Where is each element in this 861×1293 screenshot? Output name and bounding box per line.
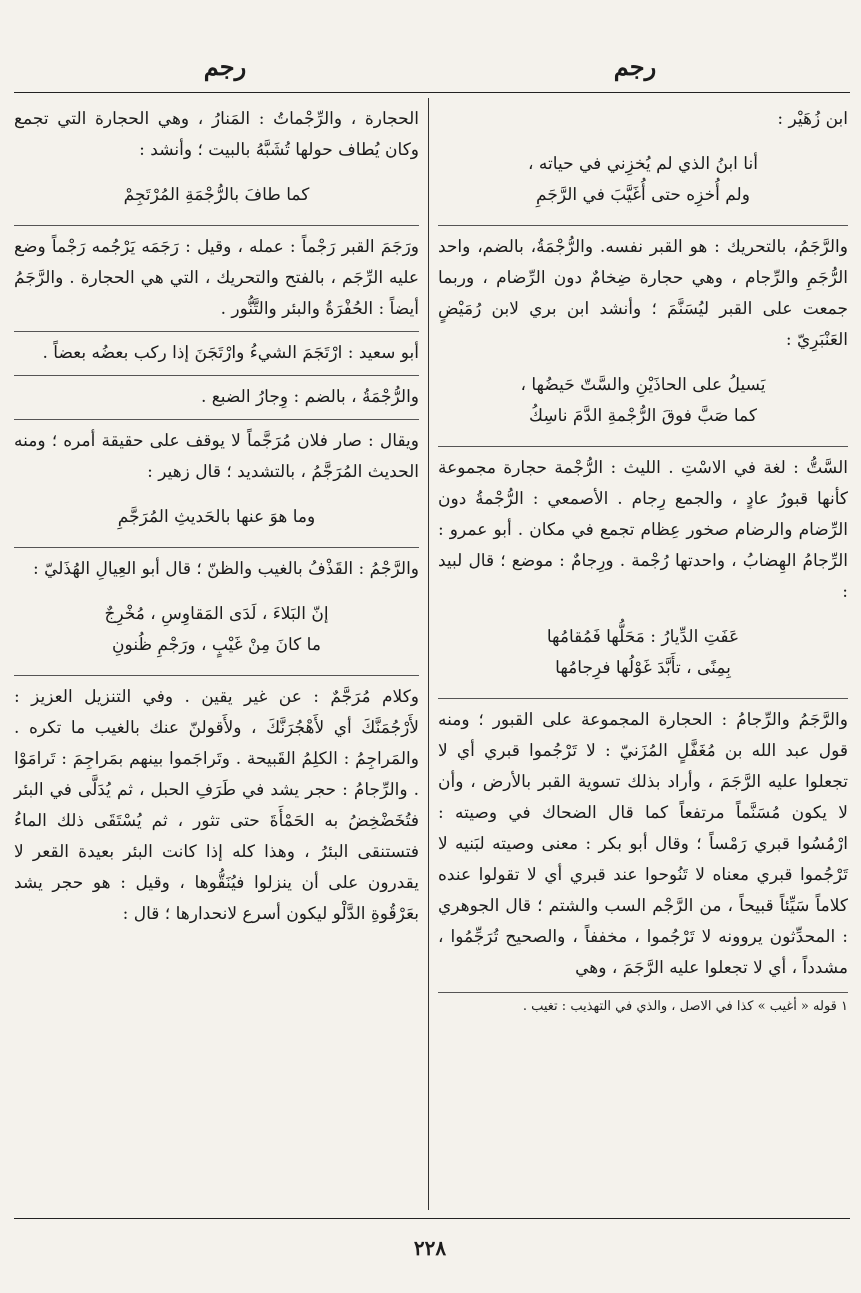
divider [14,547,419,548]
verse [438,149,848,211]
divider [14,225,419,226]
paragraph: والرُّجْمَةُ ، بالضم : وِجارُ الضبع . [200,387,419,407]
header-right-word: رجم [613,52,657,81]
verse [438,622,848,684]
header-left-word: رجم [203,52,247,81]
right-column [438,104,848,1017]
verse-line: ولم أُخزِه حتى أُغَيَّبَ في الرَّجَمِ [536,185,750,205]
divider [14,675,419,676]
paragraph: ورَجَمَ القبر رَجْماً : عمله ، وقيل : رَجَمَه يَرْجُمه رَجْماً وضع عليه الرِّجَم ، بالفتح والتحريك ، التي هي الحجارة . والرَّجَمُ أيضاً : الحُفْرَةُ والبئر والتَّنُّور . [14,237,419,319]
verse [14,502,419,533]
paragraph: ويقال : صار فلان مُرَجَّماً لا يوقف على حقيقة أمره ؛ ومنه الحديث المُرَجَّمُ ، بالتشديد ؛ قال زهير : [14,431,419,482]
left-column [14,104,419,930]
verse-line: بِمِنًى ، تأَبَّدَ غَوْلُها فرِجامُها [555,658,731,678]
divider [438,698,848,699]
footnote: ١ قوله « أغيب » كذا في الاصل ، والذي في التهذيب : تغيب . [522,999,848,1014]
verse-line: ما كانَ مِنْ غَيْبٍ ، ورَجْمِ ظُنونِ [112,635,321,655]
paragraph: والرَّجَمُ والرِّجامُ : الحجارة المجموعة على القبور ؛ ومنه قول عبد الله بن مُغَفَّلٍ المُزَنيّ : لا تَرْجُموا قبري أي لا تجعلوا عليه الرَّجَمَ ، وأراد بذلك تسوية القبر بالأرض ، وأن لا يكون مُسَنَّماً مرتفعاً كما قال الضحاك في وصيته : ارْمُسُوا قبري رَمْساً ؛ وقال أبو بكر : معنى وصيته لبَنيه لا تَرْجُموا قبري معناه لا تَنُوحوا عند قبري أي لا تقولوا عنده كلاماً سَيِّئاً قبيحاً ، من الرَّجْم السب والشتم ؛ قال الجوهري : المحدِّثون يروونه لا تَرْجُموا ، مخففاً ، والصحيح تُرَجِّمُوا ، مشدداً ، أي لا تجعلوا عليه الرَّجَمَ ، وهي [438,710,848,978]
verse-line: كما صَبَّ فوقَ الرُّجْمةِ الدَّمَ ناسِكُ [529,406,757,426]
bottom-rule [14,1218,850,1219]
verse-line: أنا ابنُ الذي لم يُخزِني في حياته ، [528,154,758,174]
verse [438,370,848,432]
footnote-rule [438,992,848,993]
verse-line: وما هوَ عنها بالحَديثِ المُرَجَّمِ [117,507,316,527]
page-number: ٢٢٨ [413,1236,447,1260]
paragraph: وكلام مُرَجَّمٌ : عن غير يقين . وفي التنزيل العزيز : لأَرْجُمَنَّكَ أي لأَهْجُرَنَّكَ ، ولأَقولنّ عنك بالغيب ما تكره . والمَراجِمُ : الكلِمُ القَبيحة . وتَراجَموا بينهم بمَراجِمَ : تَرامَوْا . والرِّجامُ : حجر يشد في طَرَفِ الحبل ، ثم يُدَلَّى في البئر فتُخَضْخِضُ به الحَمْأَةَ حتى تثور ، ثم يُسْتَقَى ذلك الماءُ فتستنقى البئرُ ، وهذا كله إذا كانت البئر بعيدة القعر لا يقدرون على أن ينزلوا فيُنَقُّوها ، وقيل : هو حجر يشد بعَرْقُوةِ الدَّلْو ليكون أسرع لانحدارها ؛ قال : [14,687,419,924]
column-divider [428,98,429,1210]
paragraph: السَّتُّ : لغة في الاسْتِ . الليث : الرُّجْمة حجارة مجموعة كأنها قبورُ عادٍ ، والجمع رِجام . الأصمعي : الرُّجْمةُ دون الرِّضام والرضام صخور عِظام تجمع في مكان . أبو عمرو : الرِّجامُ الهِضابُ ، واحدتها رُجْمة . ورِجامٌ : موضع ؛ قال لبيد : [438,458,848,602]
verse-line: عَفَتِ الدِّيارُ : مَحَلُّها فَمُقامُها [546,627,740,647]
divider [14,419,419,420]
paragraph: أبو سعيد : ارْتَجَمَ الشيءُ وارْتَجَنَ إذا ركب بعضُه بعضاً . [42,343,419,363]
verse-line: إنّ البَلاءَ ، لَدَى المَقاوِسِ ، مُخْرِجٌ [104,604,329,624]
divider [438,446,848,447]
verse-line: يَسيلُ على الحاذَيْنِ والسَّتّ حَيضُها ، [520,375,766,395]
paragraph: ابن زُهَيْر : [777,109,848,129]
paragraph: والرَّجَمُ، بالتحريك : هو القبر نفسه. والرُّجْمَةُ، بالضم، واحد الرُّجَمِ والرِّجام ، وهي حجارة ضِخامٌ دون الرِّضام ، وربما جمعت على القبر ليُسَنَّمَ ؛ وأنشد ابن بري لابن رُمَيْضٍ العَنْبَرِيّ : [438,237,848,350]
verse [14,180,419,211]
paragraph: الحجارة ، والرِّجْماتُ : المَنارُ ، وهي الحجارة التي تجمع وكان يُطاف حولها تُشَبَّهُ بالبيت ؛ وأنشد : [14,109,419,160]
top-rule [14,92,850,93]
verse-line: كما طافَ بالرُّجْمَةِ المُرْتَجِمْ [123,185,310,205]
paragraph: والرَّجْمُ : القَذْفُ بالغيب والظنّ ؛ قال أبو العِيالِ الهُذَليّ : [32,559,419,579]
divider [438,225,848,226]
divider [14,375,419,376]
verse [14,599,419,661]
divider [14,331,419,332]
